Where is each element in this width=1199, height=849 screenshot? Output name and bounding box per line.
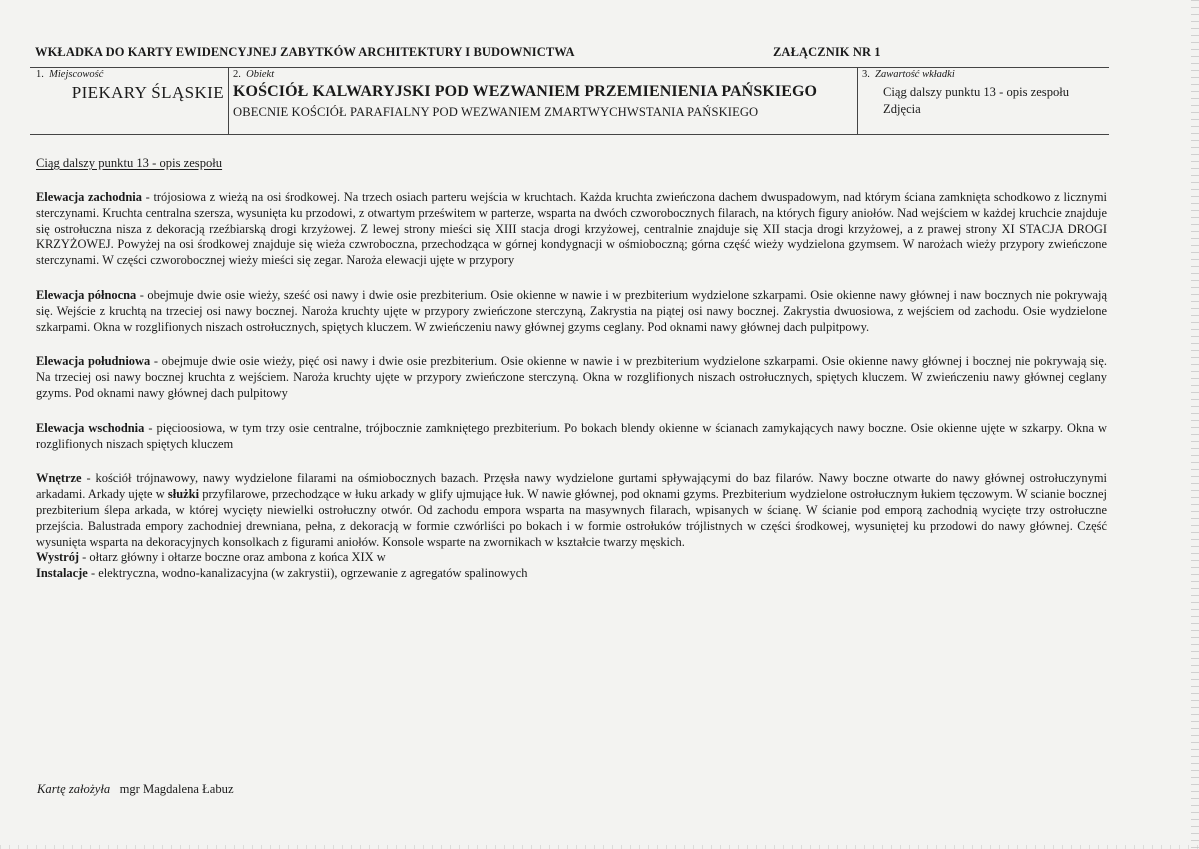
contents-num: 3.: [862, 69, 870, 80]
document-title: WKŁADKA DO KARTY EWIDENCYJNEJ ZABYTKÓW ARCHITEKTURY I BUDOWNICTWA: [35, 45, 575, 59]
object-num: 2.: [233, 69, 241, 80]
contents-label: [862, 69, 955, 80]
text-decor: - ołtarz główny i ołtarze boczne oraz ambona z końca XIX w: [79, 550, 386, 565]
document-header: [35, 45, 1110, 60]
locality-label-text: Miejscowość: [49, 69, 104, 80]
heading-south-elevation: Elewacja południowa: [36, 354, 151, 369]
object-name: KOŚCIÓŁ KALWARYJSKI POD WEZWANIEM PRZEMIENIENIA PAŃSKIEGO: [233, 83, 818, 100]
table-divider-2: [857, 67, 858, 134]
locality-num: 1.: [36, 69, 44, 80]
author-name: mgr Magdalena Łabuz: [119, 782, 234, 796]
author-label: Kartę założyła: [37, 782, 111, 796]
heading-interior: Wnętrze: [36, 471, 82, 486]
paragraph-interior: [36, 471, 1107, 550]
scan-edge-bottom: [0, 845, 1199, 849]
paragraph-installations: [36, 566, 1107, 582]
object-label-text: Obiekt: [246, 69, 275, 80]
paragraph-north-elevation: [36, 288, 1107, 335]
heading-west-elevation: Elewacja zachodnia: [36, 190, 142, 204]
text-west-elevation: - trójosiowa z wieżą na osi środkowej. Na trzech osiach parteru wejścia w kruchtach. Każda kruchta zwieńczona dachem dwuspadowym, nad którym ściana zamknięta schodkowo z licznymi sterczynami. Kruchta centralna szersza, wysunięta ku przodowi, z otwartym prześwitem w parterze, wsparta na dwóch czworobocznych filarach, na których figury aniołów. Nad wejściem w każdej kruchcie znajduje się ostrołuczna nisza z dekoracją rzeźbiarską drogi krzyżowej. Z lewej strony mieści się XIII stacja drogi krzyżowej, centralnie znajduje się XII stacja drogi krzyżowej, a z prawej strony XI STACJA DROGI KRZYŻOWEJ. Powyżej na osi środkowej znajduje się wieża czwroboczna, przechodząca w górnej kondygnacji w ośmioboczną; górna część wieży wydzielona gzymsem. W narożach wieży przypory zwieńczone sterczynami. W części czworobocznej wieży mieści się zegar. Naroża elewacji ujęte w przypory: [36, 190, 1107, 268]
paragraph-west-elevation: [36, 190, 1107, 269]
text-installations: - elektryczna, wodno-kanalizacyjna (w zakrystii), ogrzewanie z agregatów spalinowych: [87, 566, 528, 581]
table-divider-1: [228, 67, 229, 134]
text-south-elevation: - obejmuje dwie osie wieży, pięć osi nawy i dwie osie prezbiterium. Osie okienne w nawie i w prezbiterium wydzielone szkarpami. Osie okienne nawy głównej i bocznej nie pokrywają się. Na trzeciej osi nawy bocznej kruchta z wejściem. Naroża kruchty ujęte w przypory zwieńczone sterczyną. Okna w rozglifionych niszach ostrołucznych, spiętych kluczem. W zwieńczeniu nawy głównej ceglany gzyms. Pod oknami nawy głównej dach pulpitowy: [36, 354, 1107, 400]
heading-decor: Wystrój: [36, 550, 80, 565]
paragraph-decor: [36, 550, 1107, 566]
object-label: [233, 69, 274, 80]
locality-value: PIEKARY ŚLĄSKIE: [71, 83, 224, 102]
contents-line-2: Zdjęcia: [883, 102, 921, 116]
heading-east-elevation: Elewacja wschodnia: [36, 420, 145, 435]
description-body: [36, 190, 1107, 582]
text-interior-b: przyfilarowe, przechodzące w łuku arkady w glify ujmujące łuk. W nawie głównej, pod oknami gzyms. Prezbiterium wydzielone ostrołucznym łukiem tęczowym. W scianie bocznej prezbiterium ślepa arkada, w której wycięty niewielki ostrołuczny otwór. Od zachodu empora wsparta na masywnych filarach, wpisanych w ścianę. W ścianie pod emporą zachodnią wycięte trzy ostrołuczne przejścia. Balustrada empory zachodniej drewniana, pełna, z dekoracją w formie czwórliści po bokach i w formie ostrołuków trójlistnych w części środkowej, wysuniętej ku przodowi do nawy głównej. Część wysunięta wsparta na dekoracyjnych konsolkach z figurami aniołów. Konsole wsparte na zwornikach w kształcie twarzy męskich.: [36, 487, 1107, 549]
heading-north-elevation: Elewacja północna: [36, 287, 137, 302]
paragraph-south-elevation: [36, 354, 1107, 401]
text-north-elevation: - obejmuje dwie osie wieży, sześć osi nawy i dwie osie prezbiterium. Osie okienne w nawie i w prezbiterium wydzielone szkarpami. Osie okienne nawy głównej i naw bocznych nie pokrywają się. Wejście z kruchtą na trzeciej osi nawy bocznej. Naroża kruchty ujęte w przypory zwieńczone sterczyną, Zakrystia na piątej osi nawy bocznej. Zakrystia dwuosiowa, z wejściem od zachodu. Osie wydzielone szkarpami. Okna w rozglifionych niszach ostrołucznych, spiętych kluczem. W zwieńczeniu nawy głównej gzyms ceglany. Pod oknami nawy głównej dach pulpitpowy.: [36, 287, 1107, 334]
contents-line-1: Ciąg dalszy punktu 13 - opis zespołu: [883, 85, 1070, 99]
text-east-elevation: - pięcioosiowa, w tym trzy osie centralne, trójbocznie zamkniętego prezbiterium. Po bokach blendy okienne w ścianach zamykających nawy boczne. Osie okienne ujęte w szkarpy. Okna w rozglifionych niszach spiętych kluczem: [36, 420, 1108, 451]
heading-installations: Instalacje: [36, 566, 88, 581]
attachment-number: ZAŁĄCZNIK NR 1: [773, 45, 881, 59]
text-interior-a: - kościół trójnawowy, nawy wydzielone filarami na ośmiobocznych bazach. Przęsła nawy wydzielone gurtami spływającymi do baz filarów. Nawy boczne otwarte do nawy głównej ostrołuczynymi arkadami. Arkady ujęte w: [36, 471, 1107, 502]
contents-label-text: Zawartość wkładki: [875, 69, 955, 80]
locality-label: [36, 69, 103, 80]
scan-edge-perforation: [1191, 0, 1199, 849]
section-title: Ciąg dalszy punktu 13 - opis zespołu: [36, 156, 223, 170]
table-top-rule: [30, 67, 1109, 68]
table-bottom-rule: [30, 134, 1109, 135]
paragraph-east-elevation: [36, 421, 1107, 453]
object-current-name: OBECNIE KOŚCIÓŁ PARAFIALNY POD WEZWANIEM ZMARTWYCHWSTANIA PAŃSKIEGO: [233, 105, 759, 119]
term-sluzki: służki: [167, 487, 200, 502]
card-author: [37, 782, 234, 797]
